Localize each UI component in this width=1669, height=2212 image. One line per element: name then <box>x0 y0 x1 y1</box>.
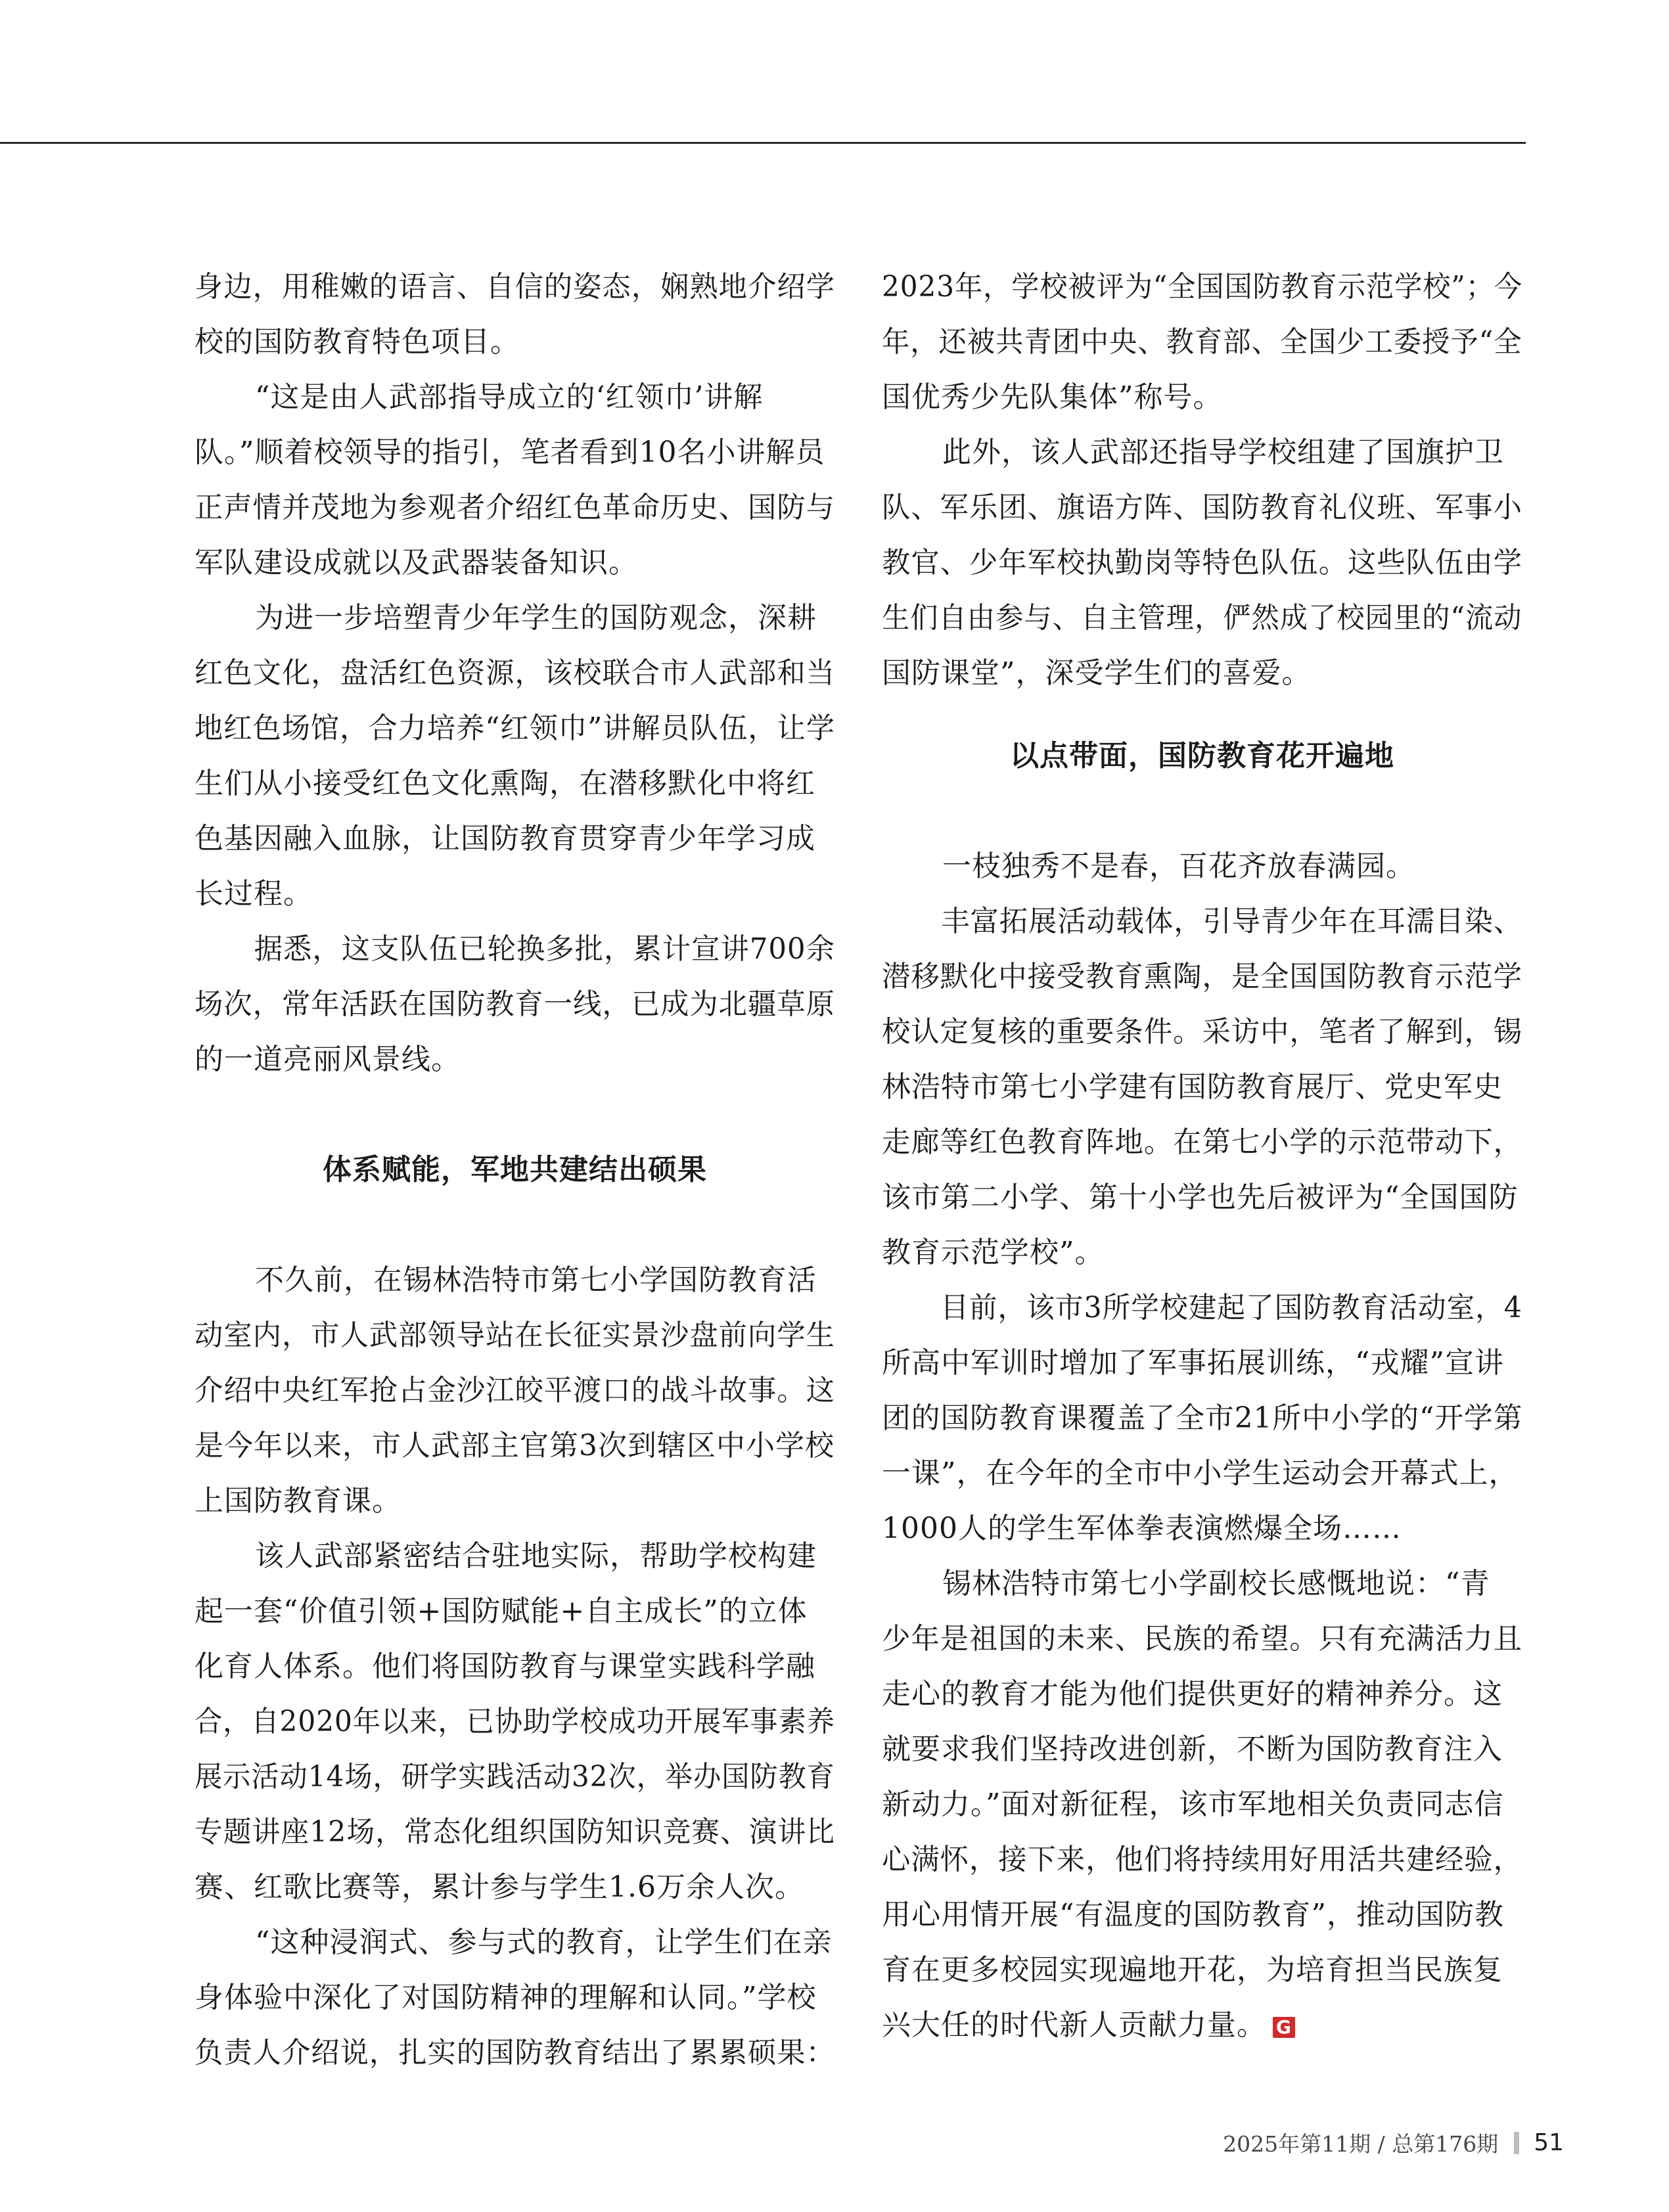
paragraph <box>194 597 835 928</box>
paragraph <box>194 1535 835 1922</box>
text-line: 上国防教育课。 <box>194 1484 401 1518</box>
paragraph <box>882 266 1522 432</box>
text-line: 专题讲座12场，常态化组织国防知识竞赛、演讲比 <box>194 1815 836 1849</box>
paragraph <box>194 376 835 597</box>
text-line: “这种浸润式、参与式的教育，让学生们在亲 <box>255 1926 833 1959</box>
text-line: 据悉，这支队伍已轮换多批，累计宣讲700余 <box>254 932 835 966</box>
text-line: 地红色场馆，合力培养“红领巾”讲解员队伍，让学 <box>194 711 836 745</box>
text-line: 正声情并茂地为参观者介绍红色革命历史、国防与 <box>194 491 835 524</box>
text-line: 身体验中深化了对国防精神的理解和认同。”学校 <box>194 1981 817 2014</box>
text-line: 走廊等红色教育阵地。在第七小学的示范带动下， <box>882 1125 1522 1159</box>
text-line: 年，还被共青团中央、教育部、全国少工委授予“全 <box>882 325 1522 359</box>
text-line: 走心的教育才能为他们提供更好的精神养分。这 <box>882 1677 1503 1711</box>
text-line: 国防课堂”，深受学生们的喜爱。 <box>882 656 1312 690</box>
text-line: 的一道亮丽风景线。 <box>194 1043 461 1076</box>
text-line-last <box>882 2004 1522 2060</box>
end-mark-logo-icon: G <box>1273 2017 1295 2038</box>
text-line: 该人武部紧密结合驻地实际，帮助学校构建 <box>255 1539 817 1573</box>
right-column <box>882 266 1522 2060</box>
text-line: 校认定复核的重要条件。采访中，笔者了解到，锡 <box>882 1015 1522 1049</box>
text-line: 用心用情开展“有温度的国防教育”，推动国防教 <box>882 1898 1504 1931</box>
paragraph <box>194 1259 835 1535</box>
paragraph <box>882 846 1522 901</box>
text-line: 队。”顺着校领导的指引，笔者看到10名小讲解员 <box>194 436 825 469</box>
text-line: 目前，该市3所学校建起了国防教育活动室，4 <box>940 1291 1522 1324</box>
text-line: 生们自由参与、自主管理，俨然成了校园里的“流动 <box>882 601 1522 635</box>
text-line: 教育示范学校”。 <box>882 1236 1105 1269</box>
text-line: 新动力。”面对新征程，该市军地相关负责同志信 <box>882 1788 1504 1821</box>
header-rule <box>0 142 1526 144</box>
text-line: 兴大任的时代新人贡献力量。 <box>882 2008 1266 2042</box>
text-line: 负责人介绍说，扎实的国防教育结出了累累硕果： <box>194 2036 835 2069</box>
text-line: 丰富拓展活动载体，引导青少年在耳濡目染、 <box>941 905 1523 938</box>
text-line: 军队建设成就以及武器装备知识。 <box>194 546 638 579</box>
text-line: 动室内，市人武部领导站在长征实景沙盘前向学生 <box>194 1319 835 1352</box>
text-line: 林浩特市第七小学建有国防教育展厅、党史军史 <box>882 1070 1503 1104</box>
spacer <box>194 1204 835 1259</box>
text-line: 就要求我们坚持改进创新，不断为国防教育注入 <box>882 1732 1503 1766</box>
text-line: 锡林浩特市第七小学副校长感慨地说：“青 <box>942 1567 1490 1600</box>
text-line: 心满怀，接下来，他们将持续用好用活共建经验， <box>882 1843 1522 1876</box>
text-line: 该市第二小学、第十小学也先后被评为“全国国防 <box>882 1181 1519 1214</box>
page-number: 51 <box>1534 2129 1564 2156</box>
spacer <box>882 790 1522 846</box>
paragraph <box>882 1287 1522 1563</box>
text-line: 合，自2020年以来，已协助学校成功开展军事素养 <box>194 1705 835 1738</box>
footer-divider <box>1514 2132 1519 2154</box>
text-line: 所高中军训时增加了军事拓展训练，“戎耀”宣讲 <box>882 1346 1504 1380</box>
text-line: 是今年以来，市人武部主官第3次到辖区中小学校 <box>194 1429 834 1462</box>
paragraph <box>882 1563 1522 2060</box>
text-line: 一课”，在今年的全市中小学生运动会开幕式上， <box>882 1456 1519 1490</box>
text-line: 一枝独秀不是春，百花齐放春满园。 <box>942 849 1415 883</box>
text-line: 校的国防教育特色项目。 <box>194 325 520 359</box>
text-line: 生们从小接受红色文化熏陶，在潜移默化中将红 <box>194 767 815 800</box>
text-line: “这是由人武部指导成立的‘红领巾’讲解 <box>255 380 764 414</box>
text-line: 育在更多校园实现遍地开花，为培育担当民族复 <box>882 1953 1503 1987</box>
paragraph <box>194 928 835 1094</box>
text-line: 起一套“价值引领+国防赋能+自主成长”的立体 <box>194 1594 808 1628</box>
left-column <box>194 266 835 2087</box>
text-line: 此外，该人武部还指导学校组建了国旗护卫 <box>942 436 1504 469</box>
text-line: 化育人体系。他们将国防教育与课堂实践科学融 <box>194 1650 815 1683</box>
text-line: 红色文化，盘活红色资源，该校联合市人武部和当 <box>194 656 835 690</box>
paragraph <box>194 1922 835 2087</box>
text-line: 色基因融入血脉，让国防教育贯穿青少年学习成 <box>194 822 815 855</box>
page-footer <box>1223 2127 1564 2158</box>
spacer <box>194 1094 835 1149</box>
section-heading: 以点带面，国防教育花开遍地 <box>1010 739 1394 773</box>
text-line: 介绍中央红军抢占金沙江皎平渡口的战斗故事。这 <box>194 1374 835 1407</box>
spacer <box>882 708 1522 735</box>
text-line: 2023年，学校被评为“全国国防教育示范学校”；今 <box>882 270 1523 304</box>
text-line: 教官、少年军校执勤岗等特色队伍。这些队伍由学 <box>882 546 1522 579</box>
paragraph <box>882 432 1522 708</box>
text-line: 展示活动14场，研学实践活动32次，举办国防教育 <box>194 1760 835 1794</box>
section-heading: 体系赋能，军地共建结出硕果 <box>323 1153 707 1186</box>
paragraph <box>882 901 1522 1287</box>
text-line: 为进一步培塑青少年学生的国防观念，深耕 <box>255 601 817 635</box>
text-line: 团的国防教育课覆盖了全市21所中小学的“开学第 <box>882 1401 1523 1435</box>
issue-info: 2025年第11期 / 总第176期 <box>1223 2131 1499 2157</box>
text-line: 赛、红歌比赛等，累计参与学生1.6万余人次。 <box>194 1870 804 1904</box>
text-line: 国优秀少先队集体”称号。 <box>882 380 1223 414</box>
text-line: 不久前，在锡林浩特市第七小学国防教育活 <box>255 1263 817 1297</box>
text-line: 场次，常年活跃在国防教育一线，已成为北疆草原 <box>194 987 835 1021</box>
paragraph <box>194 266 835 376</box>
text-line: 少年是祖国的未来、民族的希望。只有充满活力且 <box>882 1622 1522 1656</box>
text-line: 潜移默化中接受教育熏陶，是全国国防教育示范学 <box>882 960 1522 993</box>
text-line: 长过程。 <box>194 877 313 911</box>
text-line: 身边，用稚嫩的语言、自信的姿态，娴熟地介绍学 <box>194 270 835 304</box>
text-line: 队、军乐团、旗语方阵、国防教育礼仪班、军事小 <box>882 491 1522 524</box>
text-line: 1000人的学生军体拳表演燃爆全场…… <box>882 1512 1402 1545</box>
